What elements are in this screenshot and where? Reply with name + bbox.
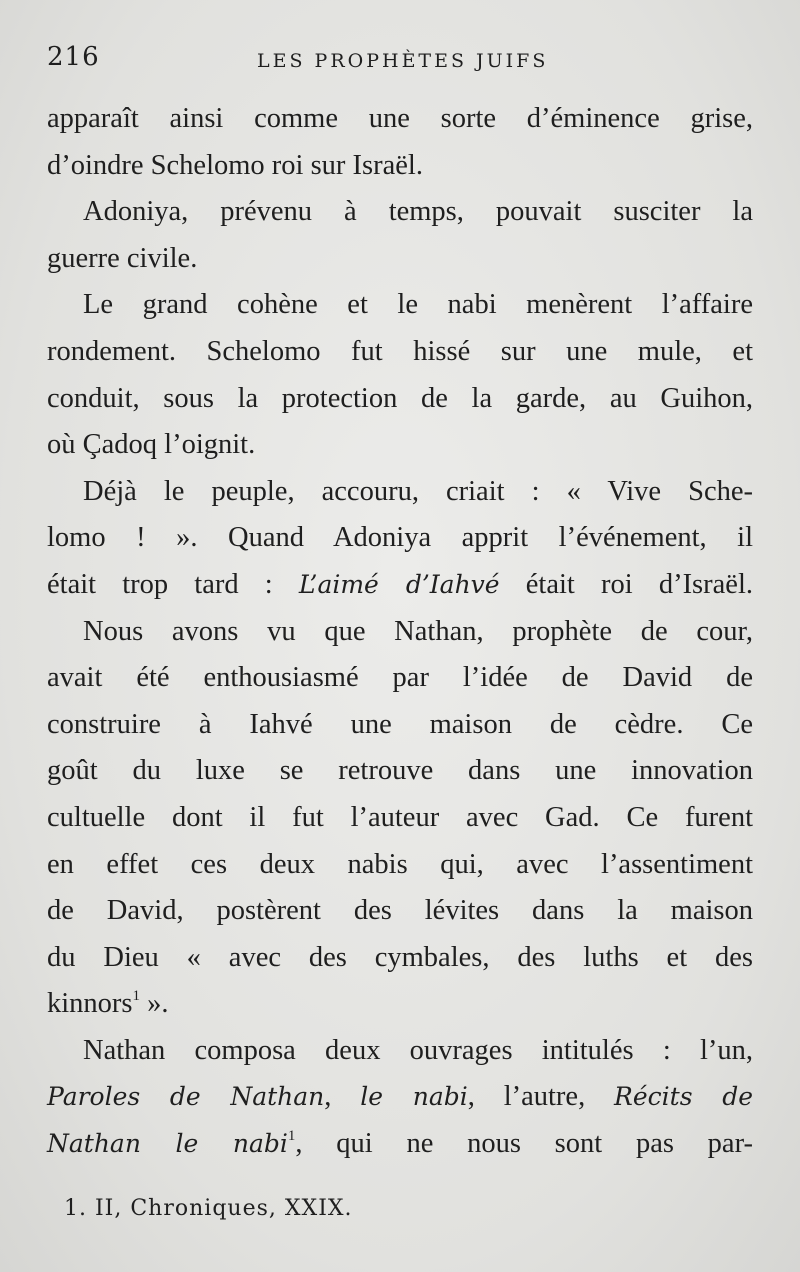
italic-title: le nabi xyxy=(360,1082,468,1112)
text-line: Adoniya, prévenu à temps, pouvait susciter la xyxy=(83,196,753,228)
text-line: Le grand cohène et le nabi menèrent l’affaire xyxy=(83,289,753,321)
text-line: était trop tard : L’aimé d’Iahvé était roi d’Israël. xyxy=(47,568,753,600)
text-line: Paroles de Nathan, le nabi, l’autre, Récits de xyxy=(47,1081,753,1113)
text-line: rondement. Schelomo fut hissé sur une mule, et xyxy=(47,335,753,367)
text-line: Nathan composa deux ouvrages intitulés : l’un, xyxy=(83,1034,753,1066)
italic-title: Récits de xyxy=(614,1082,753,1112)
text-line: d’oindre Schelomo roi sur Israël. xyxy=(47,149,423,181)
text-line: Nathan le nabi$^1$, qui ne nous sont pas par- xyxy=(47,1128,753,1160)
text-line: apparaît ainsi comme une sorte d’éminence grise, xyxy=(47,103,753,134)
text-line: de David, postèrent des lévites dans la maison xyxy=(47,895,753,927)
page-number: 216 xyxy=(47,42,100,72)
footnote-marker: 1 xyxy=(132,988,140,1005)
text-line: conduit, sous la protection de la garde, au Guihon, xyxy=(47,382,753,414)
italic-title: Paroles de Nathan xyxy=(47,1082,325,1112)
text-line: construire à Iahvé une maison de cèdre. Ce xyxy=(47,708,753,740)
text-line: guerre civile. xyxy=(47,242,198,274)
text-line: goût du luxe se retrouve dans une innovation xyxy=(47,755,753,787)
text-line: kinnors$^1$ ». xyxy=(47,988,169,1020)
text-line: avait été enthousiasmé par l’idée de David de xyxy=(47,662,753,694)
text-line: Déjà le peuple, accouru, criait : « Vive Sche- xyxy=(83,475,753,507)
italic-title: L’aimé d’Iahvé xyxy=(298,569,500,599)
footnote-marker: 1 xyxy=(287,1128,296,1145)
text-line: du Dieu « avec des cymbales, des luths et des xyxy=(47,941,753,973)
text-line: en effet ces deux nabis qui, avec l’assentiment xyxy=(47,848,753,880)
text-line: Nous avons vu que Nathan, prophète de cour, xyxy=(83,615,753,647)
body-text xyxy=(47,96,753,1168)
text-line: cultuelle dont il fut l’auteur avec Gad. Ce furent xyxy=(47,801,753,833)
footnote: 1. II, Chroniques, XXIX. xyxy=(64,1196,353,1221)
page-header xyxy=(47,42,753,78)
text-line: lomo ! ». Quand Adoniya apprit l’événement, il xyxy=(47,522,753,554)
text-line: où Çadoq l’oignit. xyxy=(47,429,256,461)
running-head: LES PROPHÈTES JUIFS xyxy=(257,50,549,72)
italic-title: Nathan le nabi xyxy=(47,1129,288,1159)
